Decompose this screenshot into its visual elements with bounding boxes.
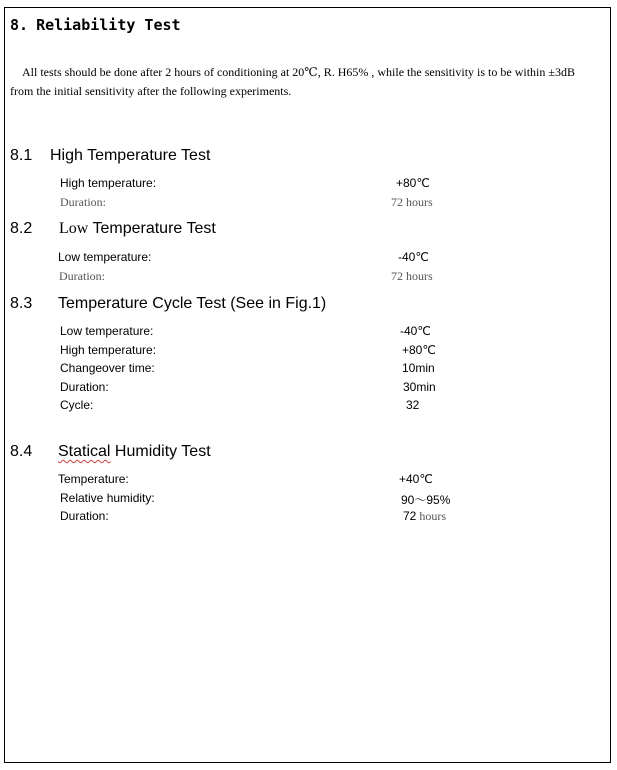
- section-title-rest: Temperature Test: [88, 220, 216, 237]
- section-heading: [10, 16, 181, 34]
- section-title-8-3: Temperature Cycle Test (See in Fig.1): [58, 295, 327, 312]
- item-label: Duration:: [59, 269, 105, 283]
- section-number-8-3: 8.3: [10, 295, 33, 312]
- item-value: +80℃: [396, 176, 430, 190]
- item-value: 30min: [403, 380, 436, 394]
- item-value: 32: [406, 398, 420, 412]
- value-number: 72: [403, 509, 417, 523]
- item-value: -40℃: [400, 324, 431, 338]
- item-value: 72 hours: [391, 195, 433, 209]
- intro-text-c: , while the sensitivity is to be within ±3dB: [371, 65, 575, 79]
- item-value: [403, 509, 446, 524]
- item-label: Low temperature:: [58, 250, 152, 264]
- section-number-8-4: 8.4: [10, 443, 33, 460]
- section-title-word: Statical: [58, 443, 111, 460]
- section-title-8-1: High Temperature Test: [50, 147, 211, 164]
- item-value: +40℃: [399, 472, 433, 486]
- item-value: +80℃: [402, 343, 436, 357]
- section-title-8-2: [59, 220, 216, 238]
- section-number-8-1: 8.1: [10, 147, 33, 164]
- item-value: -40℃: [398, 250, 429, 264]
- item-label: Duration:: [60, 195, 106, 209]
- heading-title: Reliability Test: [36, 16, 181, 34]
- section-number-8-2: 8.2: [10, 220, 33, 237]
- intro-text-a: All tests should be done after 2 hours of conditioning at 20: [22, 65, 305, 79]
- section-title-rest: Humidity Test: [110, 443, 211, 460]
- item-label: Cycle:: [60, 398, 94, 412]
- item-label: Temperature:: [58, 472, 129, 486]
- item-label: Duration:: [60, 509, 109, 523]
- intro-text-b: ℃, R. H65%: [304, 65, 372, 79]
- item-label: High temperature:: [60, 176, 157, 190]
- item-value: 90～95%: [401, 493, 451, 507]
- value-unit: hours: [416, 509, 447, 523]
- intro-line-1: [22, 65, 575, 80]
- heading-number: 8.: [10, 16, 29, 34]
- item-label: Changeover time:: [60, 361, 155, 375]
- item-value: 72 hours: [391, 269, 433, 283]
- section-title-word: Low: [59, 220, 89, 237]
- item-label: Relative humidity:: [60, 491, 155, 505]
- intro-line-2: from the initial sensitivity after the following experiments.: [10, 84, 292, 98]
- item-value: 10min: [402, 361, 435, 375]
- item-label: Low temperature:: [60, 324, 154, 338]
- section-title-8-4: [58, 443, 211, 461]
- item-label: Duration:: [60, 380, 109, 394]
- item-label: High temperature:: [60, 343, 157, 357]
